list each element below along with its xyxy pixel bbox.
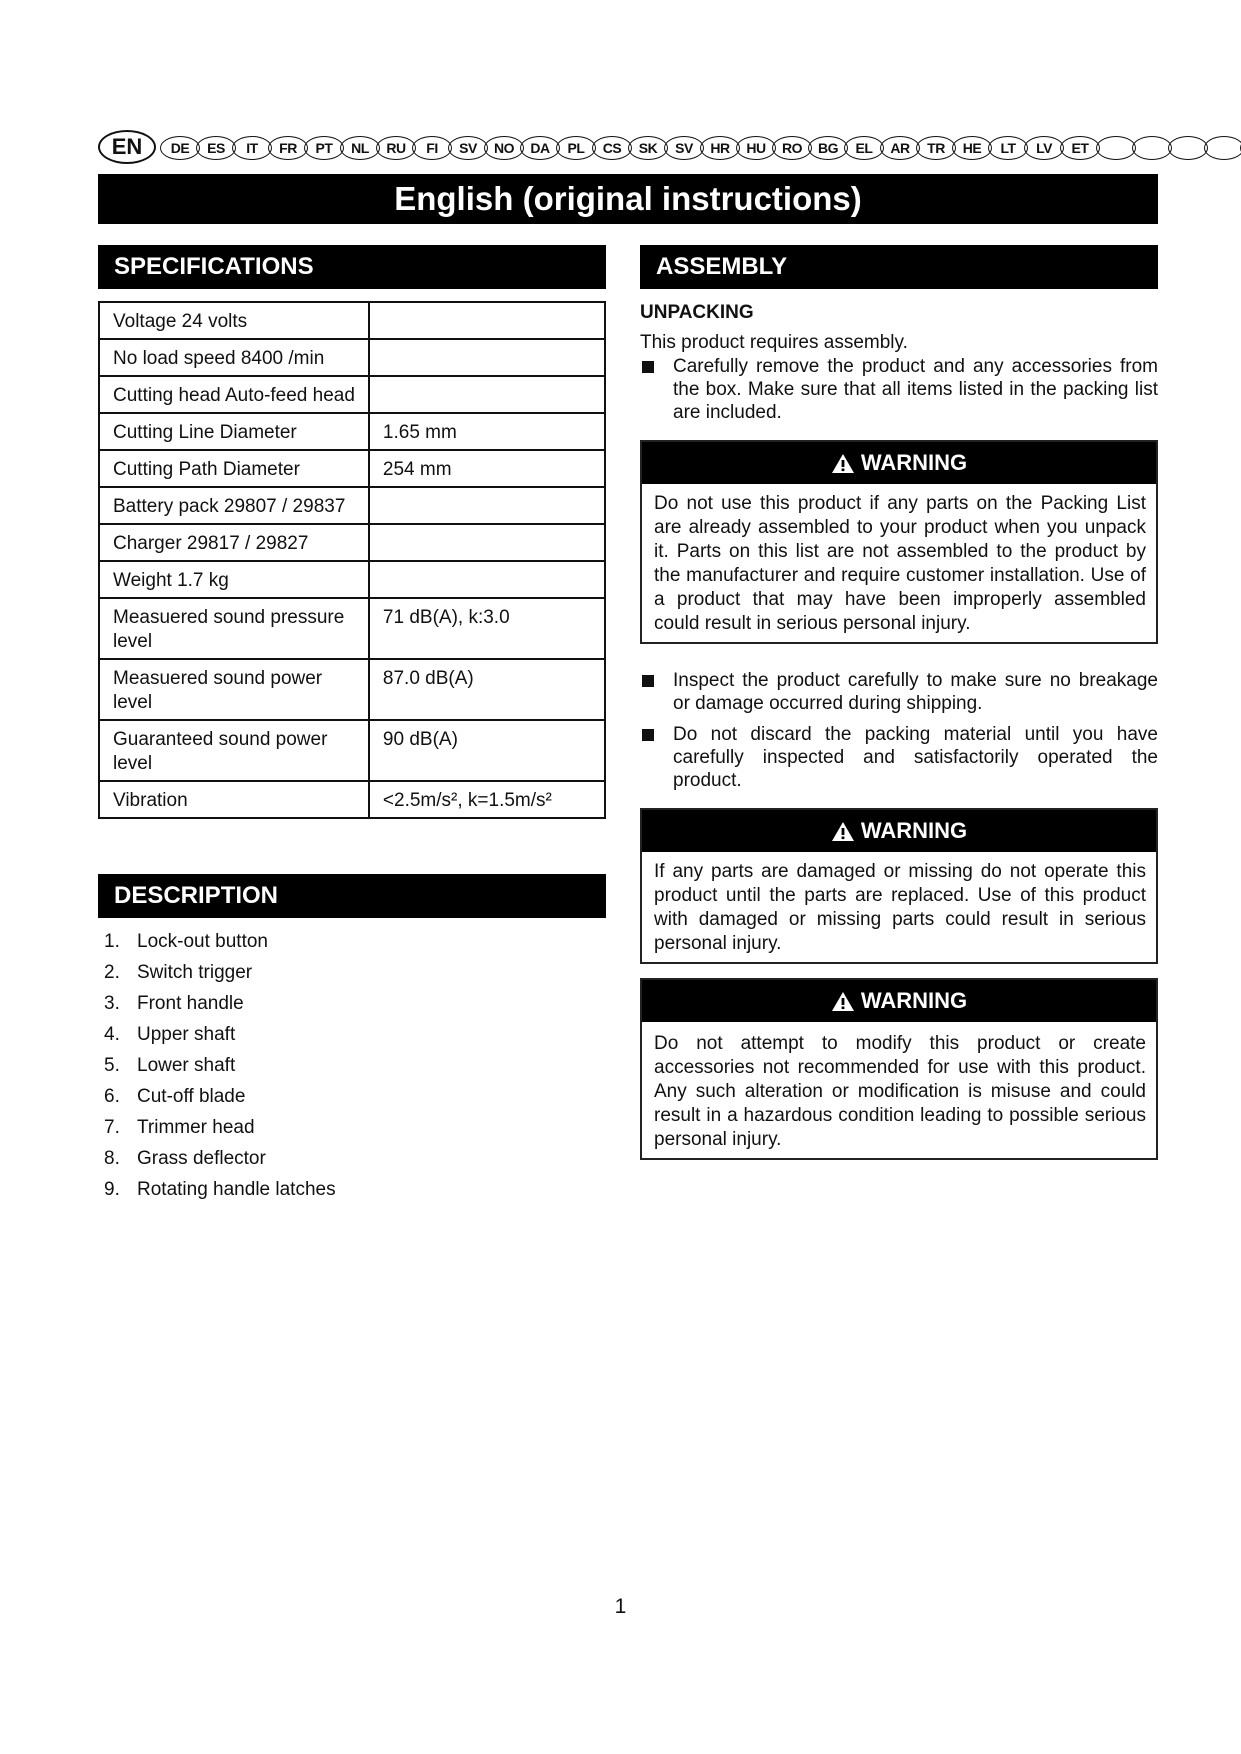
item-number: 6. <box>104 1086 120 1107</box>
spec-row <box>99 302 605 339</box>
spec-row <box>99 524 605 561</box>
spec-value <box>369 302 605 339</box>
lang-tab[interactable]: EL <box>844 136 884 160</box>
item-text: Switch trigger <box>137 962 253 983</box>
lang-tab[interactable]: ET <box>1060 136 1100 160</box>
lang-tab[interactable]: DA <box>520 136 560 160</box>
spec-label: Weight 1.7 kg <box>99 561 369 598</box>
warning-triangle-icon <box>831 453 855 474</box>
spec-label: Measuered sound power level <box>99 659 369 720</box>
list-item <box>104 988 336 1019</box>
assembly-intro: This product requires assembly. <box>640 332 908 353</box>
spec-value: 1.65 mm <box>369 413 605 450</box>
warning-box-2 <box>640 808 1158 964</box>
lang-tab[interactable] <box>1096 136 1136 160</box>
item-text: Lock-out button <box>137 931 268 952</box>
lang-tab[interactable]: LT <box>988 136 1028 160</box>
warning-text: Do not attempt to modify this product or create accessories not recommended for use with this product. Any such alteration or modification is misuse and could result in a hazardous condition leading to possible serious personal injury. <box>654 1033 1146 1150</box>
lang-tab[interactable] <box>1204 136 1241 160</box>
item-number: 8. <box>104 1148 120 1169</box>
spec-label: Battery pack 29807 / 29837 <box>99 487 369 524</box>
page-title: English (original instructions) <box>98 174 1158 224</box>
item-number: 4. <box>104 1024 120 1045</box>
inspection-bullets <box>640 669 1158 792</box>
warning-label: WARNING <box>860 450 968 475</box>
language-selector <box>98 130 1158 166</box>
spec-row <box>99 450 605 487</box>
spec-label: Measuered sound pressure level <box>99 598 369 659</box>
item-text: Grass deflector <box>137 1148 266 1169</box>
item-text: Trimmer head <box>137 1117 255 1138</box>
item-text: Rotating handle latches <box>137 1179 336 1200</box>
item-number: 1. <box>104 931 120 952</box>
lang-tab[interactable]: PL <box>556 136 596 160</box>
spec-row <box>99 598 605 659</box>
lang-tab[interactable]: TR <box>916 136 956 160</box>
spec-value <box>369 376 605 413</box>
lang-tab[interactable]: LV <box>1024 136 1064 160</box>
warning-text: If any parts are damaged or missing do not operate this product until the parts are replaced. Use of this product with damaged or missing parts could result in serious personal injury. <box>654 861 1146 954</box>
spec-label: Voltage 24 volts <box>99 302 369 339</box>
list-item <box>104 1050 336 1081</box>
spec-value: 71 dB(A), k:3.0 <box>369 598 605 659</box>
lang-tab[interactable]: NO <box>484 136 524 160</box>
bullet-square-icon <box>642 675 654 687</box>
bullet-text: Do not discard the packing material until you have carefully inspected and satisfactorily operated the product. <box>673 724 1158 791</box>
bullet-text: Carefully remove the product and any accessories from the box. Make sure that all items listed in the packing list are included. <box>673 356 1158 423</box>
lang-tab[interactable]: RU <box>376 136 416 160</box>
spec-value: 87.0 dB(A) <box>369 659 605 720</box>
list-item <box>104 926 336 957</box>
unpacking-title: UNPACKING <box>640 302 754 323</box>
spec-label: Cutting Line Diameter <box>99 413 369 450</box>
unpacking-section <box>640 302 1158 424</box>
lang-tab[interactable]: IT <box>232 136 272 160</box>
warning-box-1 <box>640 440 1158 644</box>
list-item <box>104 957 336 988</box>
warning-triangle-icon <box>831 821 855 842</box>
spec-row <box>99 413 605 450</box>
warning-text: Do not use this product if any parts on the Packing List are already assembled to your product when you unpack it. Parts on this list are not assembled to the product by the manufacturer and require customer installation. Use of a product that may have been improperly assembled could result in serious personal injury. <box>654 493 1146 634</box>
warning-label: WARNING <box>860 818 968 843</box>
bullet-item <box>640 669 1158 715</box>
spec-row <box>99 720 605 781</box>
lang-tab[interactable]: SV <box>448 136 488 160</box>
lang-tab[interactable]: DE <box>160 136 200 160</box>
lang-tab[interactable]: AR <box>880 136 920 160</box>
item-number: 2. <box>104 962 120 983</box>
spec-value <box>369 487 605 524</box>
spec-label: Guaranteed sound power level <box>99 720 369 781</box>
list-item <box>104 1081 336 1112</box>
spec-row <box>99 781 605 818</box>
spec-value <box>369 561 605 598</box>
item-text: Front handle <box>137 993 244 1014</box>
spec-row <box>99 561 605 598</box>
lang-tab[interactable]: FI <box>412 136 452 160</box>
spec-row <box>99 339 605 376</box>
spec-row <box>99 487 605 524</box>
spec-value <box>369 339 605 376</box>
list-item <box>104 1019 336 1050</box>
item-text: Lower shaft <box>137 1055 236 1076</box>
spec-row <box>99 659 605 720</box>
warning-header <box>642 810 1156 852</box>
list-item <box>104 1174 336 1205</box>
specifications-table <box>98 301 606 819</box>
spec-value: 254 mm <box>369 450 605 487</box>
item-text: Cut-off blade <box>137 1086 246 1107</box>
bullet-item <box>640 355 1158 424</box>
list-item <box>104 1143 336 1174</box>
lang-tab[interactable]: HR <box>700 136 740 160</box>
item-number: 5. <box>104 1055 120 1076</box>
lang-tab[interactable]: HU <box>736 136 776 160</box>
warning-triangle-icon <box>831 991 855 1012</box>
description-list <box>104 926 336 1205</box>
warning-label: WARNING <box>860 988 968 1013</box>
item-text: Upper shaft <box>137 1024 236 1045</box>
lang-tab[interactable]: CS <box>592 136 632 160</box>
warning-header <box>642 442 1156 484</box>
lang-tab[interactable] <box>1168 136 1208 160</box>
item-number: 3. <box>104 993 120 1014</box>
bullet-item <box>640 723 1158 792</box>
spec-label: Cutting head Auto-feed head <box>99 376 369 413</box>
lang-en-tab[interactable]: EN <box>98 130 156 164</box>
specifications-heading: SPECIFICATIONS <box>98 245 606 289</box>
warning-header <box>642 980 1156 1022</box>
lang-tab[interactable]: NL <box>340 136 380 160</box>
bullet-square-icon <box>642 729 654 741</box>
description-heading: DESCRIPTION <box>98 874 606 918</box>
lang-tab[interactable] <box>1132 136 1172 160</box>
lang-tab[interactable]: HE <box>952 136 992 160</box>
page-number: 1 <box>614 1595 627 1618</box>
lang-tab[interactable]: ES <box>196 136 236 160</box>
lang-tab[interactable]: SK <box>628 136 668 160</box>
spec-value: <2.5m/s², k=1.5m/s² <box>369 781 605 818</box>
lang-tab[interactable]: RO <box>772 136 812 160</box>
list-item <box>104 1112 336 1143</box>
lang-tab[interactable]: FR <box>268 136 308 160</box>
spec-label: No load speed 8400 /min <box>99 339 369 376</box>
item-number: 9. <box>104 1179 120 1200</box>
lang-tab[interactable]: PT <box>304 136 344 160</box>
lang-tab[interactable]: SV <box>664 136 704 160</box>
lang-tab[interactable]: BG <box>808 136 848 160</box>
language-tabs <box>160 136 1241 160</box>
assembly-heading: ASSEMBLY <box>640 245 1158 289</box>
spec-value: 90 dB(A) <box>369 720 605 781</box>
spec-row <box>99 376 605 413</box>
spec-label: Vibration <box>99 781 369 818</box>
spec-label: Charger 29817 / 29827 <box>99 524 369 561</box>
spec-label: Cutting Path Diameter <box>99 450 369 487</box>
spec-value <box>369 524 605 561</box>
bullet-text: Inspect the product carefully to make sure no breakage or damage occurred during shipping. <box>673 670 1158 714</box>
bullet-square-icon <box>642 361 654 373</box>
item-number: 7. <box>104 1117 120 1138</box>
warning-box-3 <box>640 978 1158 1160</box>
